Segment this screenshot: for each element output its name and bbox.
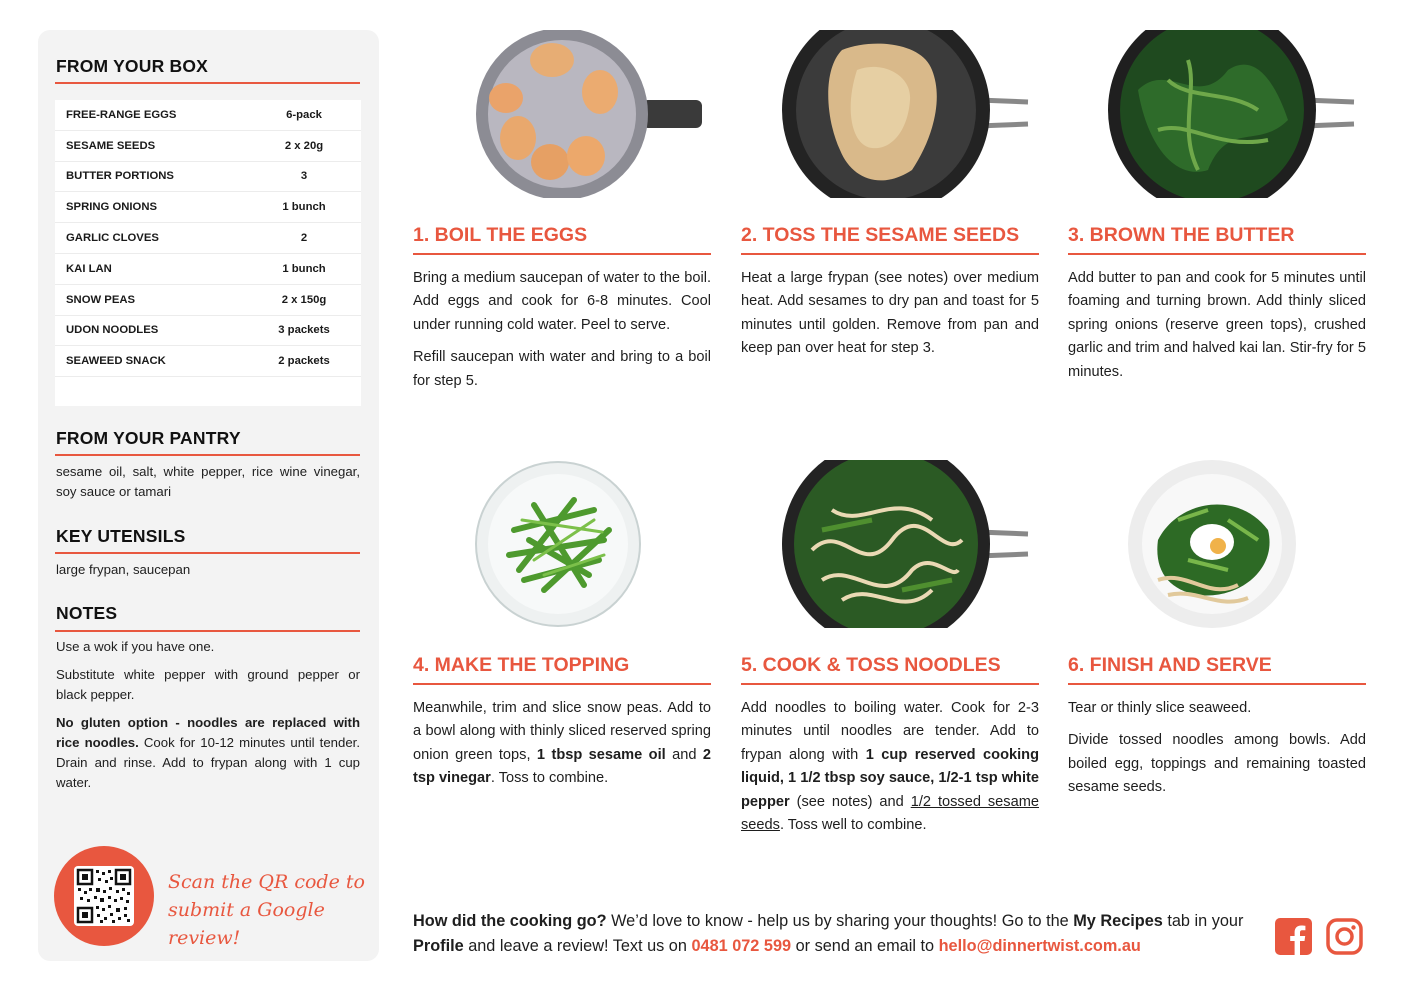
step-3-image bbox=[1108, 30, 1358, 198]
step-1-para: Bring a medium saucepan of water to the boil. Add eggs and cook for 6-8 minutes. Cool under running cold water. Peel to serve. bbox=[413, 270, 711, 333]
step-3-title: 3. BROWN THE BUTTER bbox=[1068, 224, 1295, 246]
box-heading: FROM YOUR BOX bbox=[56, 56, 209, 76]
ingredient-row bbox=[55, 316, 361, 347]
ingredient-qty: 2 bbox=[300, 232, 308, 245]
step-3-body bbox=[1068, 267, 1366, 393]
ingredient-row bbox=[55, 346, 361, 377]
step-rule bbox=[1068, 683, 1366, 685]
step-rule bbox=[413, 253, 711, 255]
step-text: (see notes) and bbox=[789, 793, 911, 810]
sidebar bbox=[38, 30, 379, 961]
qr-cta-text: Scan the QR code to submit a Google review! bbox=[168, 871, 365, 949]
note-bold: No gluten option - noodles are replaced with rice noodles. bbox=[56, 715, 360, 750]
footer-question: How did the cooking go? bbox=[413, 912, 607, 930]
step-text: . Toss to combine. bbox=[490, 770, 609, 787]
heading-rule bbox=[55, 82, 360, 84]
ingredient-qty: 1 bunch bbox=[282, 201, 326, 214]
step-6-image bbox=[1128, 460, 1296, 628]
step-rule bbox=[741, 683, 1039, 685]
ingredient-qty: 2 x 20g bbox=[284, 139, 324, 152]
step-4-para bbox=[413, 697, 711, 791]
step-rule bbox=[1068, 253, 1366, 255]
step-5-title: 5. COOK & TOSS NOODLES bbox=[741, 654, 1001, 676]
ingredient-name: KAI LAN bbox=[66, 262, 112, 275]
step-1-body bbox=[413, 267, 711, 402]
ingredient-name: UDON NOODLES bbox=[66, 324, 159, 337]
step-4-image bbox=[474, 460, 642, 628]
step-rule bbox=[741, 253, 1039, 255]
step-6-para: Tear or thinly slice seaweed. bbox=[1068, 700, 1252, 716]
utensils-text: large frypan, saucepan bbox=[56, 562, 191, 577]
step-6-title: 6. FINISH AND SERVE bbox=[1068, 654, 1272, 676]
ingredient-row bbox=[55, 131, 361, 162]
footer-text: and leave a review! Text us on bbox=[463, 937, 692, 955]
phone-link[interactable]: 0481 072 599 bbox=[691, 937, 792, 955]
step-6-para: Divide tossed noodles among bowls. Add boiled egg, toppings and remaining toasted sesame seeds. bbox=[1068, 732, 1366, 796]
step-1-title: 1. BOIL THE EGGS bbox=[413, 224, 588, 246]
facebook-icon[interactable] bbox=[1275, 918, 1312, 955]
heading-rule bbox=[55, 630, 360, 632]
ingredient-qty: 3 bbox=[300, 170, 308, 183]
ingredient-qty: 1 bunch bbox=[282, 262, 326, 275]
step-text: and bbox=[665, 746, 703, 763]
ingredient-name: SESAME SEEDS bbox=[66, 139, 156, 152]
utensils-heading: KEY UTENSILS bbox=[56, 526, 186, 546]
my-recipes-link[interactable]: My Recipes bbox=[1073, 912, 1163, 930]
step-text: . Toss well to combine. bbox=[779, 817, 927, 834]
footer-text: tab in your bbox=[1162, 912, 1244, 930]
ingredient-name: SPRING ONIONS bbox=[66, 201, 158, 214]
notes-list bbox=[56, 637, 360, 801]
ingredient-row bbox=[55, 162, 361, 193]
review-footer bbox=[413, 909, 1263, 959]
step-2-title: 2. TOSS THE SESAME SEEDS bbox=[741, 224, 1020, 246]
note-item: Use a wok if you have one. bbox=[56, 639, 215, 654]
step-4-body bbox=[413, 697, 711, 800]
footer-text: or send an email to bbox=[791, 937, 939, 955]
heading-rule bbox=[55, 552, 360, 554]
step-2-para: Heat a large frypan (see notes) over medium heat. Add sesames to dry pan and toast for 5 minutes until golden. Remove from pan and keep pan over heat for step 3. bbox=[741, 270, 1039, 357]
ingredient-qty: 2 x 150g bbox=[281, 293, 327, 306]
heading-rule bbox=[55, 454, 360, 456]
step-emphasis: 2 tsp vinegar bbox=[413, 746, 711, 787]
ingredient-name: GARLIC CLOVES bbox=[66, 232, 159, 245]
ingredient-name: SEAWEED SNACK bbox=[66, 355, 166, 368]
ingredients-table bbox=[55, 100, 361, 406]
note-item: Substitute white pepper with ground pepper or black pepper. bbox=[56, 667, 360, 702]
ingredient-name: FREE-RANGE EGGS bbox=[66, 108, 177, 121]
pantry-heading: FROM YOUR PANTRY bbox=[56, 428, 241, 448]
ingredient-qty: 3 packets bbox=[278, 324, 330, 337]
ingredient-qty: 6-pack bbox=[286, 108, 322, 121]
step-5-para bbox=[741, 697, 1039, 837]
qr-badge[interactable] bbox=[54, 846, 154, 946]
profile-link[interactable]: Profile bbox=[413, 937, 464, 955]
step-5-body bbox=[741, 697, 1039, 846]
step-2-image bbox=[782, 30, 1032, 198]
step-emphasis: 1 tbsp sesame oil bbox=[536, 746, 666, 763]
step-text: Add noodles to boiling water. Cook for 2-3 minutes until noodles are tender. Add to frypan along with bbox=[741, 700, 1039, 763]
ingredient-qty: 2 packets bbox=[278, 355, 330, 368]
ingredient-name: SNOW PEAS bbox=[66, 293, 136, 306]
instagram-icon[interactable] bbox=[1326, 918, 1363, 955]
step-3-para: Add butter to pan and cook for 5 minutes until foaming and turning brown. Add thinly sliced spring onions (reserve green tops), crushed garlic and trim and halved kai lan. Stir-fry for 5 minutes. bbox=[1068, 270, 1366, 380]
step-text: Meanwhile, trim and slice snow peas. Add to a bowl along with thinly sliced reserved spring onion green tops, bbox=[413, 700, 711, 763]
step-1-para: Refill saucepan with water and bring to a boil for step 5. bbox=[413, 349, 711, 389]
email-link[interactable]: hello@dinnertwist.com.au bbox=[938, 937, 1141, 955]
step-5-image bbox=[782, 460, 1032, 628]
note-rest: Cook for 10-12 minutes until tender. Drain and rinse. Add to frypan along with 1 cup water. bbox=[56, 735, 360, 790]
step-2-body bbox=[741, 267, 1039, 370]
ingredient-row bbox=[55, 223, 361, 254]
qr-code-icon bbox=[74, 866, 134, 926]
ingredient-row bbox=[55, 285, 361, 316]
step-underlined: 1/2 tossed sesame seeds bbox=[741, 793, 1039, 834]
step-4-title: 4. MAKE THE TOPPING bbox=[413, 654, 630, 676]
footer-text: We’d love to know - help us by sharing your thoughts! Go to the bbox=[606, 912, 1074, 930]
step-1-image bbox=[462, 30, 704, 198]
step-6-body bbox=[1068, 697, 1366, 809]
note-item bbox=[56, 713, 360, 793]
ingredient-name: BUTTER PORTIONS bbox=[66, 170, 174, 183]
step-emphasis: 1 cup reserved cooking liquid, 1 1/2 tbsp soy sauce, 1/2-1 tsp white pepper bbox=[741, 746, 1040, 810]
ingredient-row bbox=[55, 254, 361, 285]
ingredient-row bbox=[55, 100, 361, 131]
step-rule bbox=[413, 683, 711, 685]
ingredient-row bbox=[55, 192, 361, 223]
notes-heading: NOTES bbox=[56, 603, 118, 623]
pantry-text: sesame oil, salt, white pepper, rice wine vinegar, soy sauce or tamari bbox=[56, 464, 360, 499]
